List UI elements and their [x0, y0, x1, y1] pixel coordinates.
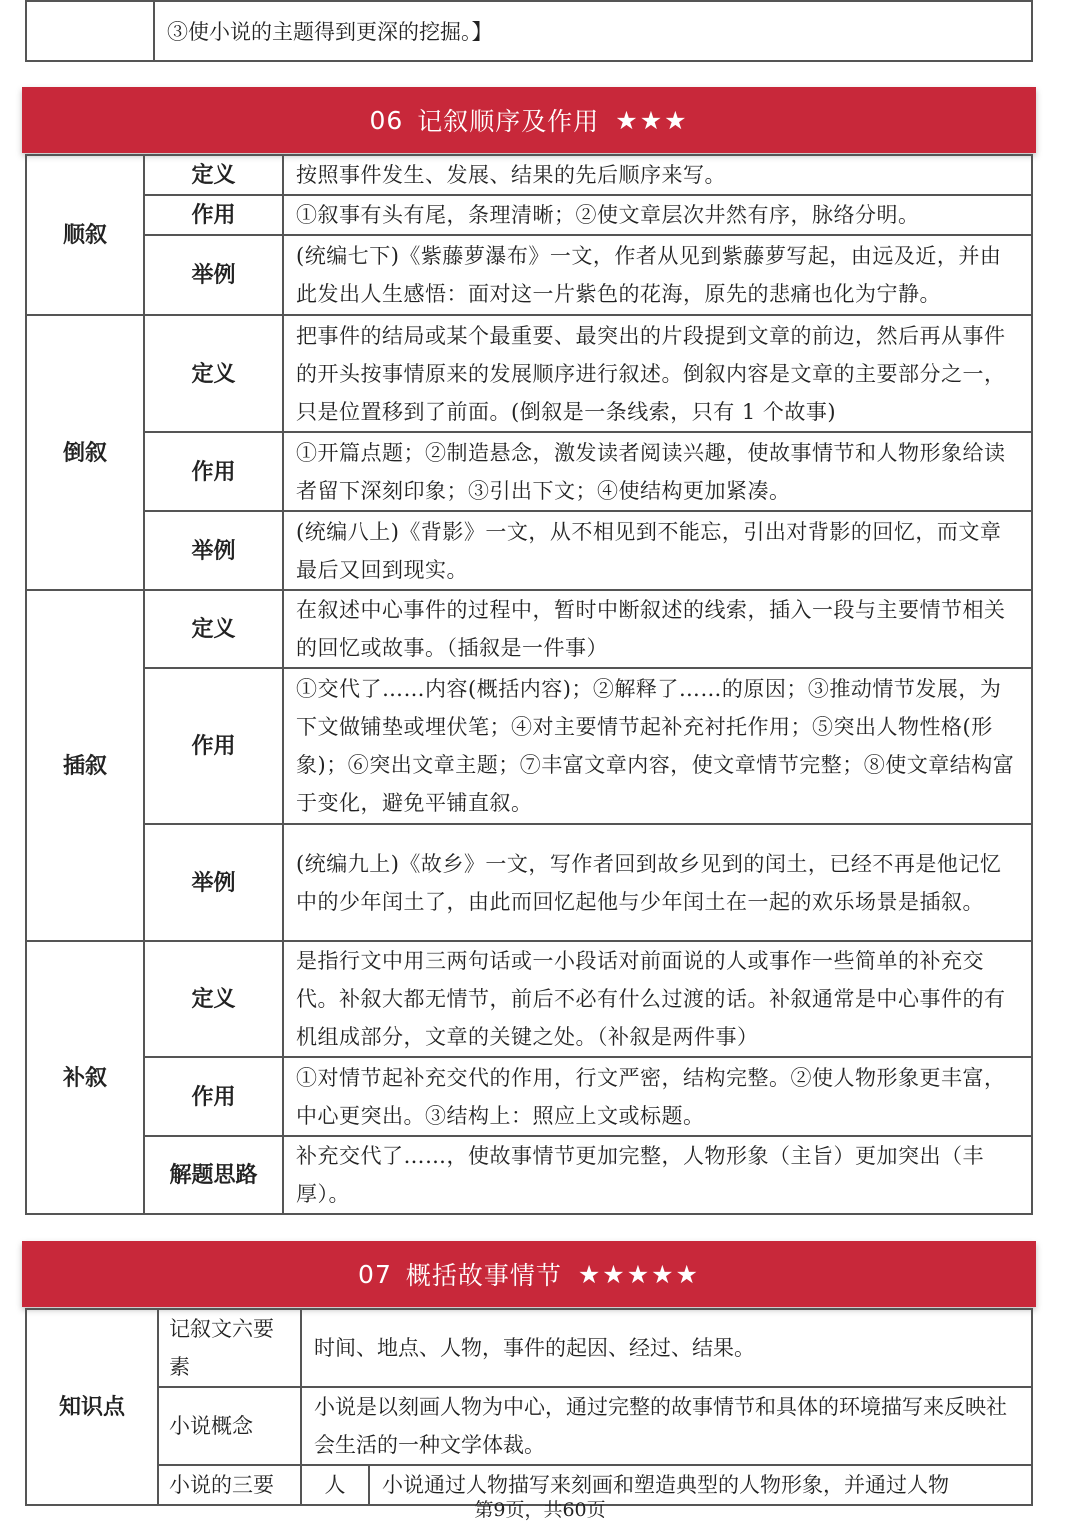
narrative-order-table	[25, 154, 1033, 1215]
continuation-text: ③使小说的主题得到更深的挖掘。】	[154, 1, 1032, 61]
row-text: 按照事件发生、发展、结果的先后顺序来写。	[283, 155, 1032, 195]
row-label: 举例	[144, 824, 283, 941]
table-row	[26, 1309, 1032, 1387]
table-row	[26, 668, 1032, 824]
row-text: ①对情节起补充交代的作用，行文严密，结构完整。②使人物形象更丰富，中心更突出。③结构上：照应上文或标题。	[283, 1057, 1032, 1136]
table-row	[26, 824, 1032, 941]
row-text: 是指行文中用三两句话或一小段话对前面说的人或事作一些简单的补充交代。补叙大都无情节，前后不必有什么过渡的话。补叙通常是中心事件的有机组成部分，文章的关键之处。（补叙是两件事）	[283, 941, 1032, 1057]
section-title: 概括故事情节	[405, 1261, 562, 1290]
row-label: 举例	[144, 511, 283, 590]
top-continuation-table	[25, 0, 1033, 62]
table-row	[26, 511, 1032, 590]
category-cell: 补叙	[26, 941, 144, 1214]
star-rating: ★★★	[615, 105, 689, 135]
star-rating: ★★★★★	[577, 1259, 700, 1289]
row-label: 定义	[144, 315, 283, 432]
row-label: 定义	[144, 941, 283, 1057]
category-cell: 顺叙	[26, 155, 144, 315]
row-text: 在叙述中心事件的过程中，暂时中断叙述的线索，插入一段与主要情节相关的回忆或故事。（插叙是一件事）	[283, 590, 1032, 668]
row-text: (统编八上)《背影》一文，从不相见到不能忘，引出对背影的回忆，而文章最后又回到现实。	[283, 511, 1032, 590]
table-row	[26, 235, 1032, 315]
category-cell: 插叙	[26, 590, 144, 941]
row-label: 解题思路	[144, 1136, 283, 1214]
table-row	[26, 315, 1032, 432]
row-text: 补充交代了……，使故事情节更加完整，人物形象（主旨）更加突出（丰厚）。	[283, 1136, 1032, 1214]
row-text: ①开篇点题；②制造悬念，激发读者阅读兴趣，使故事情节和人物形象给读者留下深刻印象；③引出下文；④使结构更加紧凑。	[283, 432, 1032, 511]
row-label: 小说概念	[158, 1387, 301, 1465]
row-label: 作用	[144, 1057, 283, 1136]
table-row	[26, 1136, 1032, 1214]
section-header-06	[22, 87, 1036, 153]
section-title: 记叙顺序及作用	[417, 107, 600, 136]
row-text: 小说是以刻画人物为中心，通过完整的故事情节和具体的环境描写来反映社会生活的一种文学体裁。	[301, 1387, 1032, 1465]
row-label: 举例	[144, 235, 283, 315]
row-text: 时间、地点、人物，事件的起因、经过、结果。	[301, 1309, 1032, 1387]
table-row	[26, 1, 1032, 61]
row-text: ①叙事有头有尾，条理清晰；②使文章层次井然有序，脉络分明。	[283, 195, 1032, 235]
row-label: 作用	[144, 668, 283, 824]
table-row	[26, 941, 1032, 1057]
row-text: ①交代了……内容(概括内容)；②解释了……的原因；③推动情节发展，为下文做铺垫或埋伏笔；④对主要情节起补充衬托作用；⑤突出人物性格(形象)；⑥突出文章主题；⑦丰富文章内容，使文章情节完整；⑧使文章结构富于变化，避免平铺直叙。	[283, 668, 1032, 824]
table-row	[26, 590, 1032, 668]
section-number: 06	[369, 105, 404, 135]
row-text: 把事件的结局或某个最重要、最突出的片段提到文章的前边，然后再从事件的开头按事情原来的发展顺序进行叙述。倒叙内容是文章的主要部分之一，只是位置移到了前面。(倒叙是一条线索，只有 1 个故事)	[283, 315, 1032, 432]
table-row	[26, 155, 1032, 195]
row-label: 定义	[144, 590, 283, 668]
table-row	[26, 1057, 1032, 1136]
row-label: 作用	[144, 195, 283, 235]
section-header-07	[22, 1241, 1036, 1307]
row-label: 小说的三要	[158, 1465, 301, 1505]
table-row	[26, 432, 1032, 511]
row-text: 小说通过人物描写来刻画和塑造典型的人物形象，并通过人物	[369, 1465, 1032, 1505]
category-cell: 知识点	[26, 1309, 158, 1505]
table-row	[26, 1387, 1032, 1465]
story-plot-table	[25, 1308, 1033, 1506]
empty-cell	[26, 1, 154, 61]
category-cell: 倒叙	[26, 315, 144, 590]
row-label: 作用	[144, 432, 283, 511]
row-label: 记叙文六要素	[158, 1309, 301, 1387]
table-row	[26, 195, 1032, 235]
section-number: 07	[358, 1259, 392, 1289]
row-text: (统编九上)《故乡》一文，写作者回到故乡见到的闰土，已经不再是他记忆中的少年闰土了，由此而回忆起他与少年闰土在一起的欢乐场景是插叙。	[283, 824, 1032, 941]
row-label: 定义	[144, 155, 283, 195]
page-number: 第9页，共60页	[474, 1499, 606, 1521]
element-name: 人	[301, 1465, 369, 1505]
row-text: (统编七下)《紫藤萝瀑布》一文，作者从见到紫藤萝写起，由远及近，并由此发出人生感悟：面对这一片紫色的花海，原先的悲痛也化为宁静。	[283, 235, 1032, 315]
